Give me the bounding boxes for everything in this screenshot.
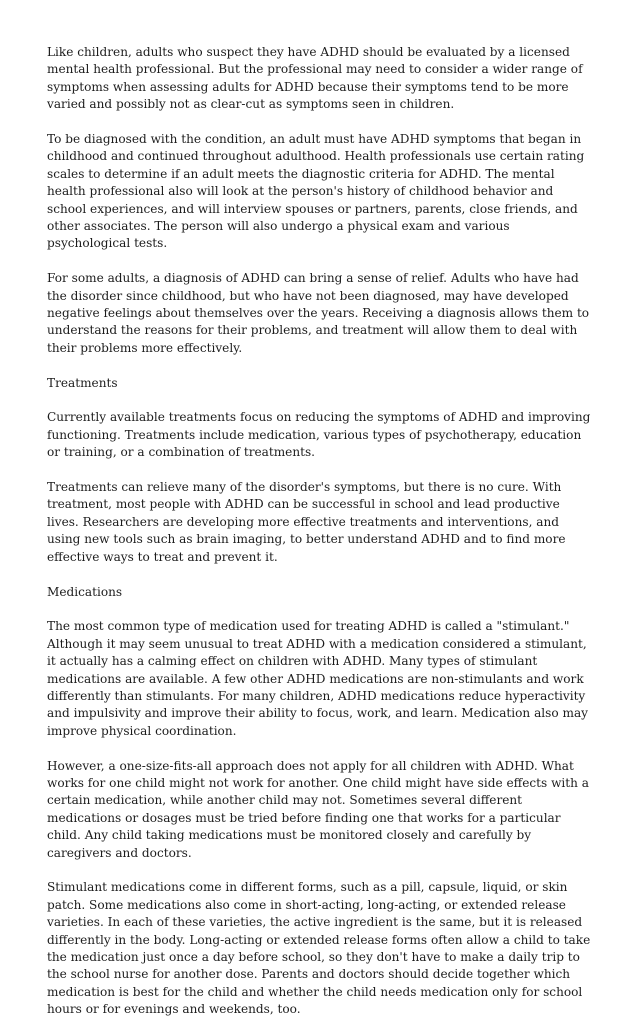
paragraph-medication-forms: Stimulant medications come in different forms, such as a pill, capsule, liquid, or skin patch. Some medications also come in short-acting, long-acting, or extended release varieties. In each of these varieties, the active ingredient is the same, but it is released differently in the body. Long-acting or extended release forms often allow a child to take the medication just once a day before school, so they don't have to make a daily trip to the school nurse for another dose. Parents and doctors should decide together which medication is best for the child and whether the child needs medication only for school hours or for evenings and weekends, too. (47, 880, 591, 1017)
paragraph-diagnosis-relief: For some adults, a diagnosis of ADHD can bring a sense of relief. Adults who have had the disorder since childhood, but who have not been diagnosed, may have developed negative feelings about themselves over the years. Receiving a diagnosis allows them to understand the reasons for their problems, and treatment will allow them to deal with their problems more effectively. (47, 271, 590, 355)
paragraph-stimulant-medication: The most common type of medication used for treating ADHD is called a "stimulant." Although it may seem unusual to treat ADHD with a medication considered a stimulant, it actually has a calming effect on children with ADHD. Many types of stimulant medications are available. A few other ADHD medications are non-stimulants and work differently than stimulants. For many children, ADHD medications reduce hyperactivity and impulsivity and improve their ability to focus, work, and learn. Medication also may improve physical coordination. (47, 619, 588, 738)
paragraph-adult-diagnosis: To be diagnosed with the condition, an adult must have ADHD symptoms that began in childhood and continued throughout adulthood. Health professionals use certain rating scales to determine if an adult meets the diagnostic criteria for ADHD. The mental health professional also will look at the person's history of childhood behavior and school experiences, and will interview spouses or partners, parents, close friends, and other associates. The person will also undergo a physical exam and various psychological tests. (47, 132, 585, 251)
paragraph-available-treatments: Currently available treatments focus on reducing the symptoms of ADHD and improving functioning. Treatments include medication, various types of psychotherapy, education or training, or a combination of treatments. (47, 410, 591, 460)
heading-treatments: Treatments (47, 375, 118, 390)
paragraph-adult-evaluation: Like children, adults who suspect they have ADHD should be evaluated by a licensed mental health professional. But the professional may need to consider a wider range of symptoms when assessing adults for ADHD because their symptoms tend to be more varied and possibly not as clear-cut as symptoms seen in children. (47, 45, 583, 112)
paragraph-one-size-fits-all: However, a one-size-fits-all approach does not apply for all children with ADHD. What works for one child might not work for another. One child might have side effects with a certain medication, while another child may not. Sometimes several different medications or dosages must be tried before finding one that works for a particular child. Any child taking medications must be monitored closely and carefully by caregivers and doctors. (47, 758, 589, 860)
paragraph-treatment-outcomes: Treatments can relieve many of the disorder's symptoms, but there is no cure. With treatment, most people with ADHD can be successful in school and lead productive lives. Researchers are developing more effective treatments and interventions, and using new tools such as brain imaging, to better understand ADHD and to find more effective ways to treat and prevent it. (47, 480, 566, 564)
heading-medications: Medications (47, 584, 123, 599)
